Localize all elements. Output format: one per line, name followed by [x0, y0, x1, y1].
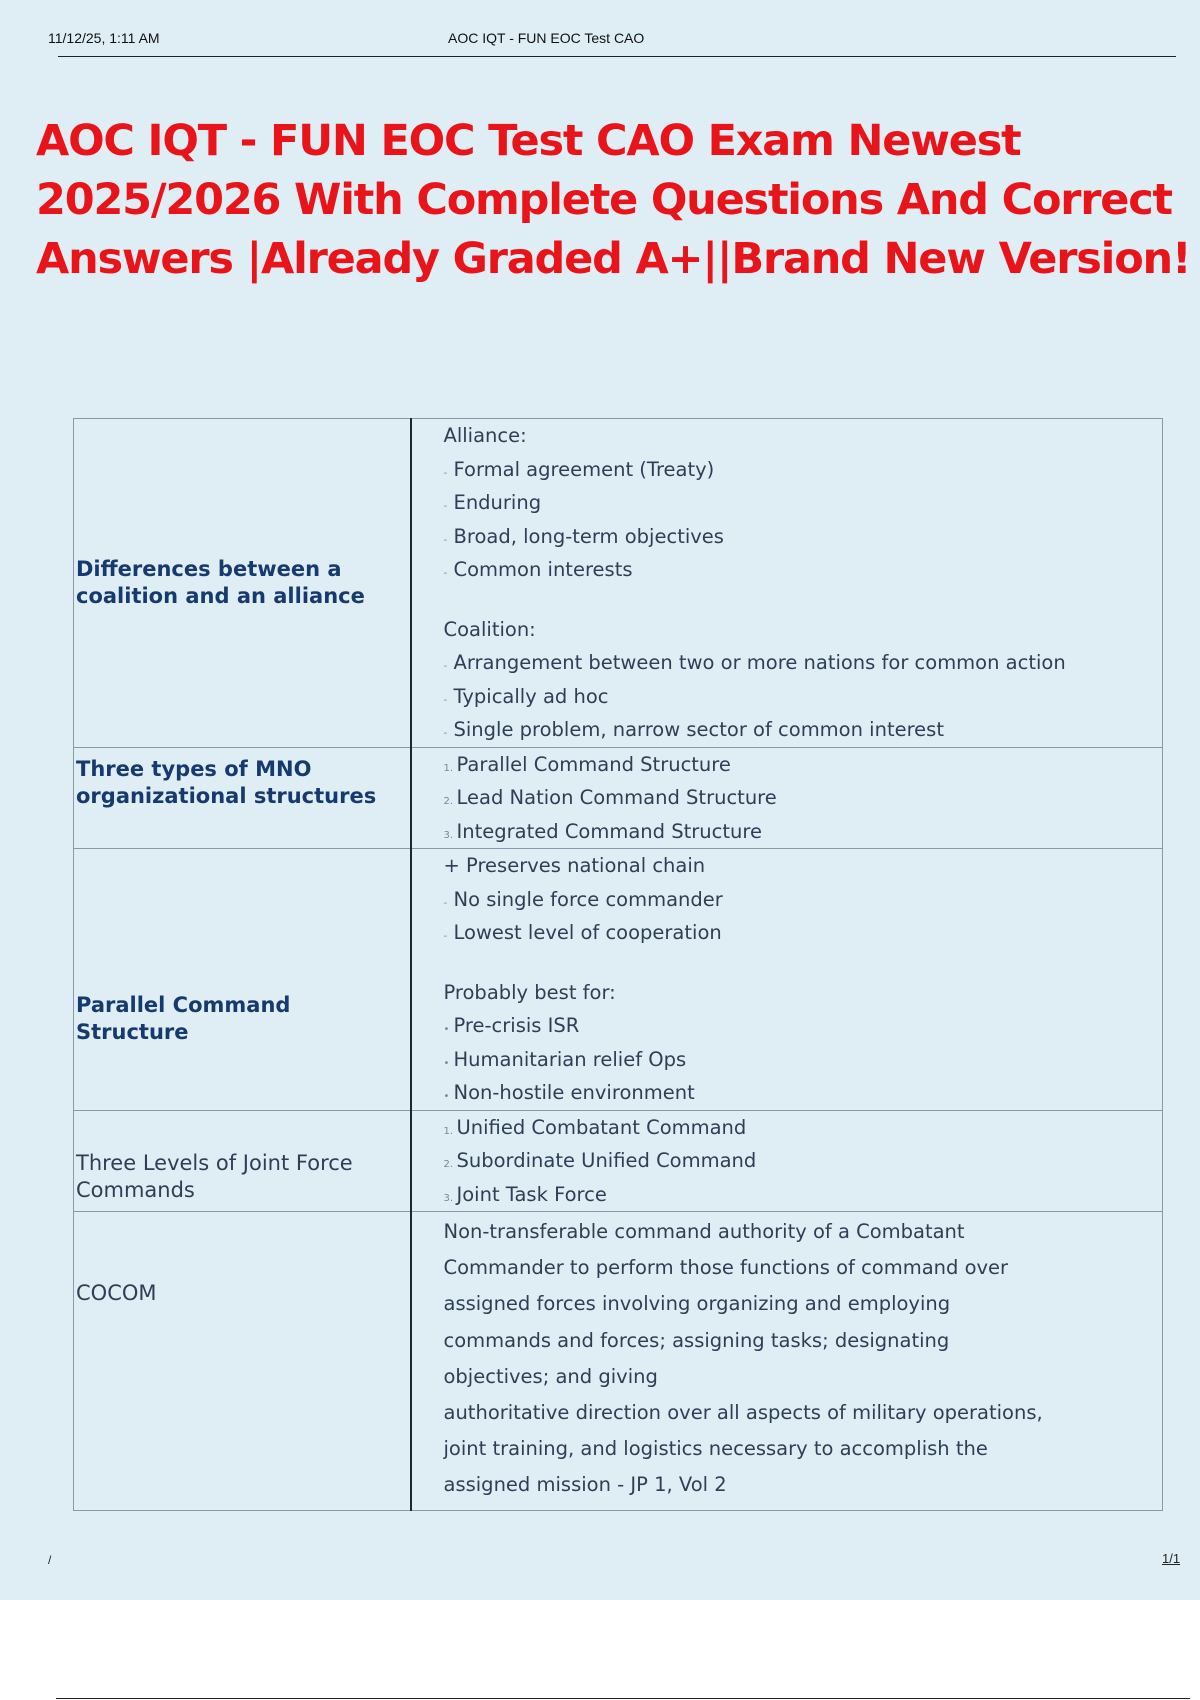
definition-cell	[411, 1212, 1163, 1511]
list-item: 1. Unified Combatant Command	[443, 1115, 747, 1139]
list-item: 3. Integrated Command Structure	[443, 819, 762, 843]
list-item: - Lowest level of cooperation	[443, 921, 722, 944]
definition-heading: Probably best for:	[443, 980, 616, 1004]
list-item: • Pre-crisis ISR	[443, 1014, 580, 1037]
term-text: Parallel Command Structure	[76, 993, 291, 1045]
footer-url: /	[48, 1553, 52, 1567]
bottom-divider	[56, 1698, 1190, 1699]
list-item: • Non-hostile environment	[443, 1081, 695, 1104]
term-cell	[74, 849, 411, 1111]
document-title	[36, 112, 1191, 289]
list-item: + Preserves national chain	[443, 854, 706, 877]
header-divider	[58, 56, 1176, 57]
list-item: - Common interests	[443, 558, 633, 581]
list-item: - Single problem, narrow sector of common interest	[443, 718, 944, 741]
qa-table	[73, 418, 1163, 1511]
page-number: 1/1	[1162, 1551, 1181, 1566]
list-item: - Formal agreement (Treaty)	[443, 457, 715, 481]
term-text: Differences between a coalition and an alliance	[76, 556, 365, 608]
print-header	[48, 28, 1176, 58]
table-row	[74, 849, 1163, 1111]
table-row	[74, 1212, 1163, 1511]
term-cell	[74, 747, 411, 849]
definition-cell	[411, 419, 1163, 748]
list-item: 2. Lead Nation Command Structure	[443, 786, 777, 809]
list-item: 3. Joint Task Force	[443, 1182, 607, 1206]
title-line: Answers |Already Graded A+||Brand New Version!	[36, 234, 1191, 284]
list-item: - No single force commander	[443, 887, 723, 911]
definition-cell	[411, 1110, 1163, 1212]
term-text: Three types of MNO organizational structures	[76, 756, 377, 808]
list-item: - Typically ad hoc	[443, 684, 609, 708]
print-header-title: AOC IQT - FUN EOC Test CAO	[448, 30, 645, 46]
title-line: 2025/2026 With Complete Questions And Correct	[36, 175, 1172, 225]
term-text: Three Levels of Joint Force Commands	[76, 1150, 353, 1202]
list-item: - Broad, long-term objectives	[443, 524, 724, 548]
definition-heading: Alliance:	[443, 424, 527, 447]
term-cell	[74, 1110, 411, 1212]
definition-heading: Coalition:	[443, 617, 536, 641]
definition-cell	[411, 747, 1163, 849]
print-datetime: 11/12/25, 1:11 AM	[48, 30, 160, 46]
table-row	[74, 419, 1163, 748]
term-text: COCOM	[76, 1281, 157, 1305]
term-cell	[74, 1212, 411, 1511]
table-row	[74, 1110, 1163, 1212]
table-row	[74, 747, 1163, 849]
list-item: 2. Subordinate Unified Command	[443, 1149, 757, 1172]
definition-cell	[411, 849, 1163, 1111]
list-item: - Arrangement between two or more nations for common action	[443, 651, 1066, 674]
list-item: - Enduring	[443, 491, 542, 514]
list-item: • Humanitarian relief Ops	[443, 1047, 687, 1071]
term-cell	[74, 419, 411, 748]
definition-text: Non-transferable command authority of a Combatant Commander to perform those functions of command over assigned forces involving organizing and employing commands and forces; assigning tasks; designating objectives; and giving authoritative direction over all aspects of military operations, joint training, and logistics necessary to accomplish the assigned mission - JP 1, Vol 2	[443, 1220, 1043, 1497]
title-line: AOC IQT - FUN EOC Test CAO Exam Newest	[36, 116, 1021, 166]
list-item: 1. Parallel Command Structure	[443, 752, 731, 776]
